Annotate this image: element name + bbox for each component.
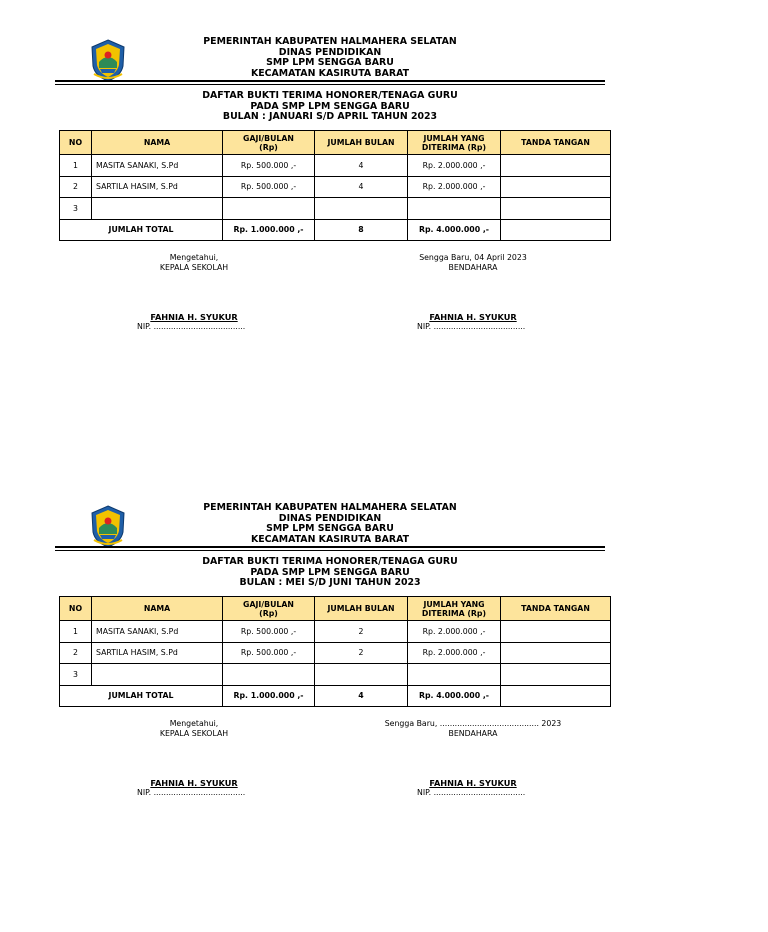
letterhead-line: SMP LPM SENGGA BARU bbox=[266, 57, 394, 69]
cell-ttd bbox=[501, 176, 611, 198]
col-header-no: NO bbox=[60, 131, 92, 155]
cell-gaji bbox=[223, 664, 315, 686]
col-header-jumlah-bulan: JUMLAH BULAN bbox=[315, 597, 408, 621]
cell-diterima: Rp. 2.000.000 ,- bbox=[408, 155, 501, 177]
letterhead-rule-thick bbox=[55, 546, 605, 548]
cell-diterima: Rp. 2.000.000 ,- bbox=[408, 642, 501, 664]
col-header-nama: NAMA bbox=[92, 597, 223, 621]
col-header-jumlah-bulan: JUMLAH BULAN bbox=[315, 131, 408, 155]
signature-right-heading bbox=[398, 253, 548, 272]
cell-no: 3 bbox=[60, 664, 92, 686]
signature-right-line1: Sengga Baru, 04 April 2023 bbox=[419, 253, 527, 262]
title-line: BULAN : JANUARI S/D APRIL TAHUN 2023 bbox=[222, 111, 438, 123]
col-header-gaji bbox=[223, 131, 315, 155]
col-header-gaji bbox=[223, 597, 315, 621]
total-gaji: Rp. 1.000.000 ,- bbox=[223, 219, 315, 241]
cell-no: 3 bbox=[60, 198, 92, 220]
letterhead-rule-thick bbox=[55, 80, 605, 82]
col-header-tanda-tangan: TANDA TANGAN bbox=[501, 131, 611, 155]
letterhead-line: SMP LPM SENGGA BARU bbox=[266, 523, 394, 535]
signature-right-name: FAHNIA H. SYUKUR bbox=[429, 312, 517, 322]
document-title bbox=[180, 91, 480, 123]
col-header-gaji-line1: GAJI/BULAN bbox=[243, 133, 294, 143]
cell-no: 1 bbox=[60, 155, 92, 177]
col-header-diterima bbox=[408, 597, 501, 621]
cell-bulan bbox=[315, 198, 408, 220]
col-header-diterima-line2: DITERIMA (Rp) bbox=[421, 142, 487, 152]
signature-left-name: FAHNIA H. SYUKUR bbox=[150, 778, 238, 788]
table-total-row bbox=[60, 219, 611, 241]
total-diterima: Rp. 4.000.000 ,- bbox=[408, 685, 501, 707]
cell-ttd bbox=[501, 155, 611, 177]
total-ttd bbox=[501, 219, 611, 241]
letterhead-line: PEMERINTAH KABUPATEN HALMAHERA SELATAN bbox=[203, 36, 457, 47]
regency-emblem-icon bbox=[88, 38, 128, 82]
document-title bbox=[180, 557, 480, 589]
signature-right-line2: BENDAHARA bbox=[448, 728, 498, 738]
cell-ttd bbox=[501, 621, 611, 643]
cell-nama bbox=[92, 198, 223, 220]
title-line: PADA SMP LPM SENGGA BARU bbox=[250, 566, 410, 578]
table-row bbox=[60, 621, 611, 643]
col-header-diterima-line1: JUMLAH YANG bbox=[423, 599, 485, 609]
signature-left-name: FAHNIA H. SYUKUR bbox=[150, 312, 238, 322]
cell-ttd bbox=[501, 198, 611, 220]
signature-left-line2: KEPALA SEKOLAH bbox=[159, 262, 229, 272]
cell-diterima bbox=[408, 664, 501, 686]
total-label: JUMLAH TOTAL bbox=[60, 685, 223, 707]
cell-nama: SARTILA HASIM, S.Pd bbox=[92, 642, 223, 664]
signature-left-heading bbox=[124, 719, 264, 738]
col-header-no: NO bbox=[60, 597, 92, 621]
col-header-gaji-line2: (Rp) bbox=[259, 608, 278, 618]
signature-right-nip: NIP. ..................................... bbox=[417, 322, 526, 331]
table-header-row bbox=[60, 131, 611, 155]
cell-diterima bbox=[408, 198, 501, 220]
cell-ttd bbox=[501, 642, 611, 664]
signature-right-name: FAHNIA H. SYUKUR bbox=[429, 778, 517, 788]
signature-right-line1: Sengga Baru, ........................................ 2023 bbox=[384, 719, 562, 728]
signature-left-line1: Mengetahui, bbox=[169, 719, 219, 728]
letterhead-rule-thin bbox=[55, 550, 605, 551]
table-row bbox=[60, 642, 611, 664]
cell-no: 2 bbox=[60, 642, 92, 664]
total-bulan: 8 bbox=[315, 219, 408, 241]
cell-gaji bbox=[223, 198, 315, 220]
cell-gaji: Rp. 500.000 ,- bbox=[223, 176, 315, 198]
col-header-tanda-tangan: TANDA TANGAN bbox=[501, 597, 611, 621]
table-row bbox=[60, 155, 611, 177]
col-header-diterima-line2: DITERIMA (Rp) bbox=[421, 608, 487, 618]
letterhead-line: DINAS PENDIDIKAN bbox=[278, 512, 382, 524]
col-header-diterima-line1: JUMLAH YANG bbox=[423, 133, 485, 143]
total-diterima: Rp. 4.000.000 ,- bbox=[408, 219, 501, 241]
cell-nama: MASITA SANAKI, S.Pd bbox=[92, 621, 223, 643]
letterhead-line: KECAMATAN KASIRUTA BARAT bbox=[250, 533, 409, 545]
table-header-row bbox=[60, 597, 611, 621]
title-line: BULAN : MEI S/D JUNI TAHUN 2023 bbox=[239, 577, 421, 589]
signature-right-nip: NIP. ..................................... bbox=[417, 788, 526, 797]
col-header-nama: NAMA bbox=[92, 131, 223, 155]
total-label: JUMLAH TOTAL bbox=[60, 219, 223, 241]
cell-bulan: 4 bbox=[315, 176, 408, 198]
signature-right-heading bbox=[368, 719, 578, 738]
letterhead-line: PEMERINTAH KABUPATEN HALMAHERA SELATAN bbox=[203, 502, 457, 513]
col-header-gaji-line2: (Rp) bbox=[259, 142, 278, 152]
cell-ttd bbox=[501, 664, 611, 686]
cell-no: 1 bbox=[60, 621, 92, 643]
signature-left-nip: NIP. ..................................... bbox=[137, 788, 246, 797]
letterhead-line: DINAS PENDIDIKAN bbox=[278, 46, 382, 58]
signature-left-line2: KEPALA SEKOLAH bbox=[159, 728, 229, 738]
cell-nama: MASITA SANAKI, S.Pd bbox=[92, 155, 223, 177]
cell-bulan: 2 bbox=[315, 642, 408, 664]
cell-bulan: 4 bbox=[315, 155, 408, 177]
cell-bulan bbox=[315, 664, 408, 686]
cell-nama bbox=[92, 664, 223, 686]
title-line: DAFTAR BUKTI TERIMA HONORER/TENAGA GURU bbox=[202, 90, 458, 101]
table-total-row bbox=[60, 685, 611, 707]
signature-left-line1: Mengetahui, bbox=[169, 253, 219, 262]
cell-diterima: Rp. 2.000.000 ,- bbox=[408, 621, 501, 643]
regency-emblem-icon bbox=[88, 504, 128, 548]
cell-gaji: Rp. 500.000 ,- bbox=[223, 621, 315, 643]
signature-right-line2: BENDAHARA bbox=[448, 262, 498, 272]
cell-nama: SARTILA HASIM, S.Pd bbox=[92, 176, 223, 198]
signature-left-heading bbox=[124, 253, 264, 272]
cell-no: 2 bbox=[60, 176, 92, 198]
cell-bulan: 2 bbox=[315, 621, 408, 643]
payment-table bbox=[59, 130, 611, 241]
cell-gaji: Rp. 500.000 ,- bbox=[223, 642, 315, 664]
col-header-diterima bbox=[408, 131, 501, 155]
table-row bbox=[60, 664, 611, 686]
col-header-gaji-line1: GAJI/BULAN bbox=[243, 599, 294, 609]
letterhead-rule-thin bbox=[55, 84, 605, 85]
letterhead-line: KECAMATAN KASIRUTA BARAT bbox=[250, 67, 409, 79]
title-line: DAFTAR BUKTI TERIMA HONORER/TENAGA GURU bbox=[202, 556, 458, 567]
letterhead bbox=[180, 37, 480, 79]
total-bulan: 4 bbox=[315, 685, 408, 707]
receipt-document-2 bbox=[0, 466, 768, 932]
payment-table bbox=[59, 596, 611, 707]
signature-left-nip: NIP. ..................................... bbox=[137, 322, 246, 331]
cell-gaji: Rp. 500.000 ,- bbox=[223, 155, 315, 177]
total-ttd bbox=[501, 685, 611, 707]
table-row bbox=[60, 176, 611, 198]
total-gaji: Rp. 1.000.000 ,- bbox=[223, 685, 315, 707]
title-line: PADA SMP LPM SENGGA BARU bbox=[250, 100, 410, 112]
cell-diterima: Rp. 2.000.000 ,- bbox=[408, 176, 501, 198]
letterhead bbox=[180, 503, 480, 545]
table-row bbox=[60, 198, 611, 220]
